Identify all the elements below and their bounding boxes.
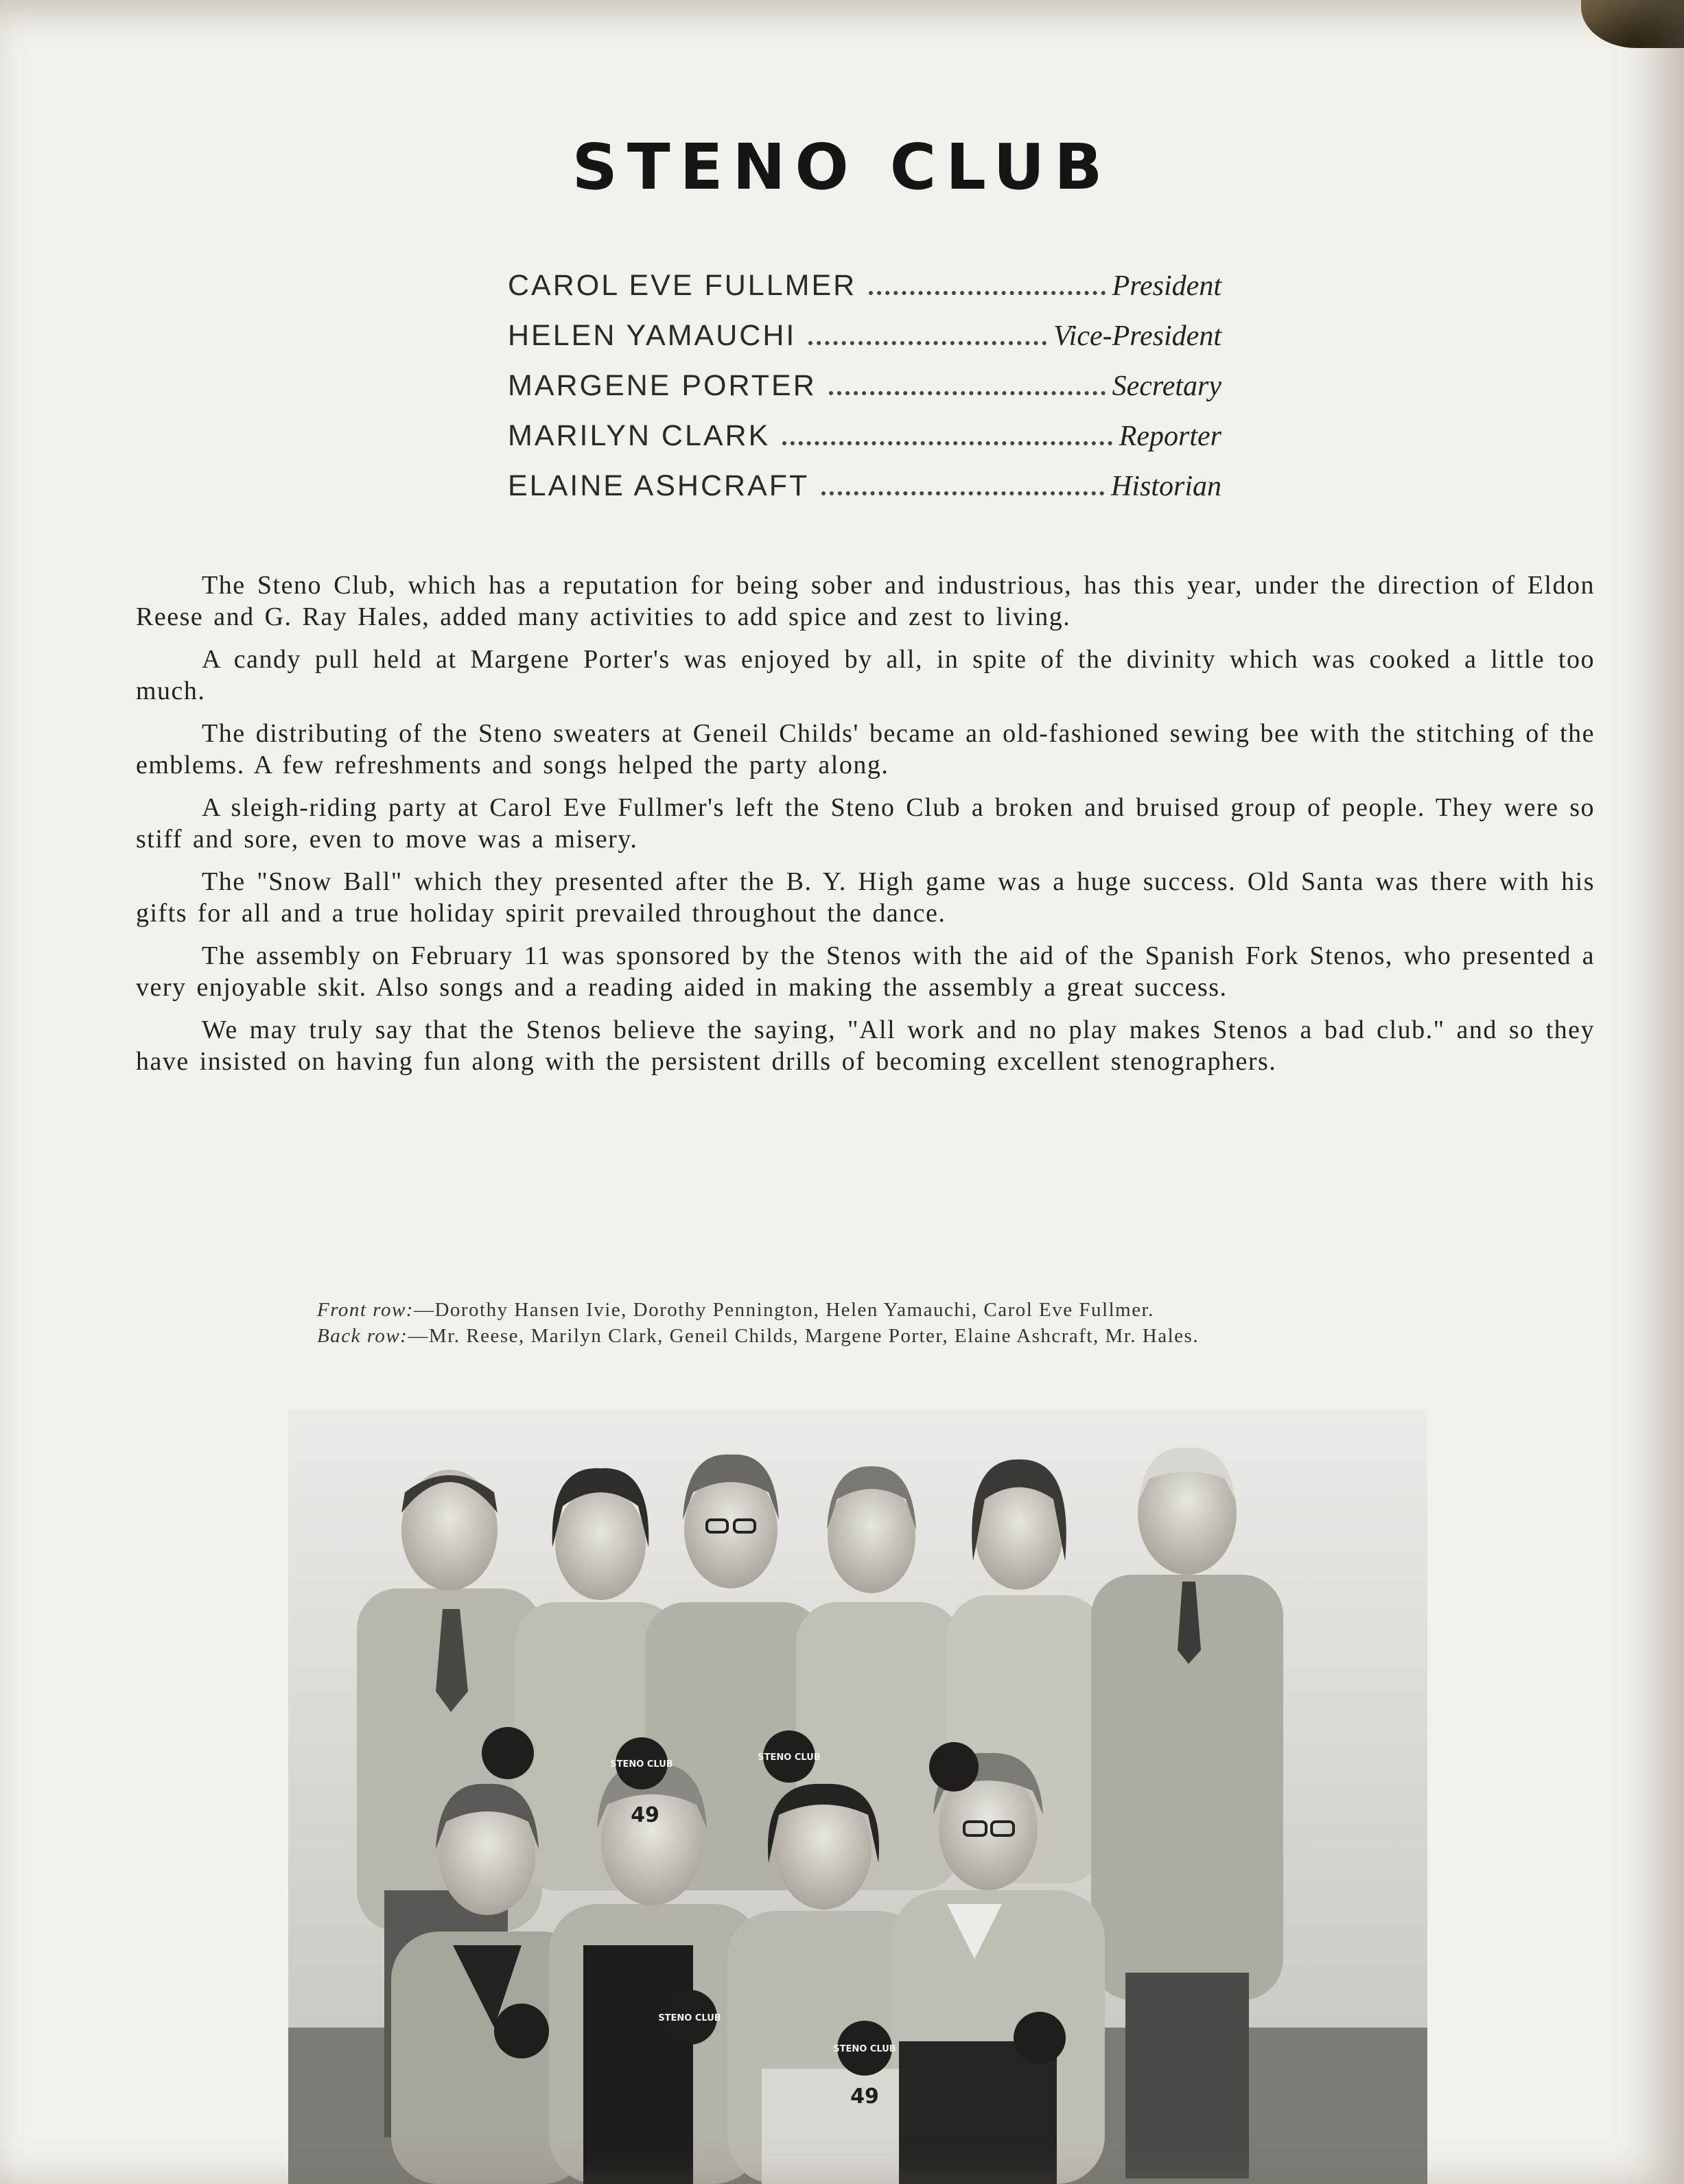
- officer-title: Secretary: [1112, 371, 1221, 402]
- book-corner: [1581, 0, 1684, 48]
- officer-name: ELAINE ASHCRAFT: [508, 469, 810, 502]
- officer-row: [508, 369, 1221, 419]
- paragraph: The distributing of the Steno sweaters at Geneil Childs' became an old-fashioned sewing bee with the stitching of the emblems. A few refreshments and songs helped the party along.: [136, 719, 1595, 779]
- officer-name: MARGENE PORTER: [508, 369, 817, 402]
- sweater-number: 49: [631, 1803, 659, 1827]
- caption-back-row: [317, 1323, 1415, 1349]
- paragraph: The Steno Club, which has a reputation for being sober and industrious, has this year, under the direction of Eldon Reese and G. Ray Hales, added many activities to add spice and zest to living.: [136, 571, 1595, 631]
- caption-front-row: [317, 1297, 1415, 1323]
- sweater-number: 49: [850, 2085, 879, 2109]
- officer-title: Vice-President: [1053, 320, 1221, 352]
- caption-front-label: Front row:: [317, 1299, 414, 1321]
- officer-title: Historian: [1110, 471, 1221, 502]
- officer-title: President: [1112, 270, 1221, 302]
- caption-back-names: —Mr. Reese, Marilyn Clark, Geneil Childs, Margene Porter, Elaine Ashcraft, Mr. Hales.: [408, 1325, 1200, 1347]
- emblem: [1014, 2012, 1066, 2064]
- emblem-text: STENO CLUB: [658, 2013, 721, 2023]
- emblem: [494, 2004, 549, 2058]
- article-body: [136, 570, 1595, 1088]
- officer-name: MARILYN CLARK: [508, 419, 771, 452]
- page-title: STENO CLUB: [572, 130, 1112, 204]
- dot-leader: [782, 441, 1112, 445]
- paragraph: We may truly say that the Stenos believe the saying, "All work and no play makes Stenos a bad club." and so they have insisted on having fun along with the persistent drills of becoming excellent stenographers.: [136, 1015, 1595, 1076]
- group-photo-illustration: [288, 1410, 1427, 2184]
- photo-caption: [317, 1297, 1415, 1349]
- officer-name: HELEN YAMAUCHI: [508, 319, 797, 352]
- dot-leader: [869, 291, 1105, 295]
- paragraph: The assembly on February 11 was sponsored by the Stenos with the aid of the Spanish Fork Stenos, who presented a very enjoyable skit. Also songs and a reading aided in making the assembly a great success.: [136, 941, 1595, 1002]
- officer-name: CAROL EVE FULLMER: [508, 269, 857, 302]
- caption-front-names: —Dorothy Hansen Ivie, Dorothy Pennington, Helen Yamauchi, Carol Eve Fullmer.: [413, 1299, 1154, 1321]
- officers-list: [508, 269, 1221, 519]
- emblem-text: STENO CLUB: [610, 1759, 673, 1770]
- officer-title: Reporter: [1119, 421, 1221, 452]
- paragraph: The "Snow Ball" which they presented after the B. Y. High game was a huge success. Old Santa was there with his gifts for all and a true holiday spirit prevailed throughout the dance.: [136, 867, 1595, 928]
- officer-row: [508, 469, 1221, 519]
- emblem: [482, 1727, 534, 1779]
- caption-back-label: Back row:: [317, 1325, 408, 1347]
- paragraph: A candy pull held at Margene Porter's was enjoyed by all, in spite of the divinity which was cooked a little too much.: [136, 645, 1595, 705]
- officer-row: [508, 319, 1221, 369]
- dot-leader: [829, 391, 1106, 395]
- paragraph: A sleigh-riding party at Carol Eve Fullmer's left the Steno Club a broken and bruised group of people. They were so stiff and sore, even to move was a misery.: [136, 793, 1595, 854]
- emblem-text: STENO CLUB: [833, 2044, 896, 2054]
- emblem: [929, 1742, 979, 1792]
- group-photo: [288, 1410, 1427, 2184]
- dot-leader: [821, 491, 1104, 495]
- dot-leader: [808, 341, 1046, 345]
- officer-row: [508, 419, 1221, 469]
- officer-row: [508, 269, 1221, 319]
- emblem-text: STENO CLUB: [758, 1752, 821, 1763]
